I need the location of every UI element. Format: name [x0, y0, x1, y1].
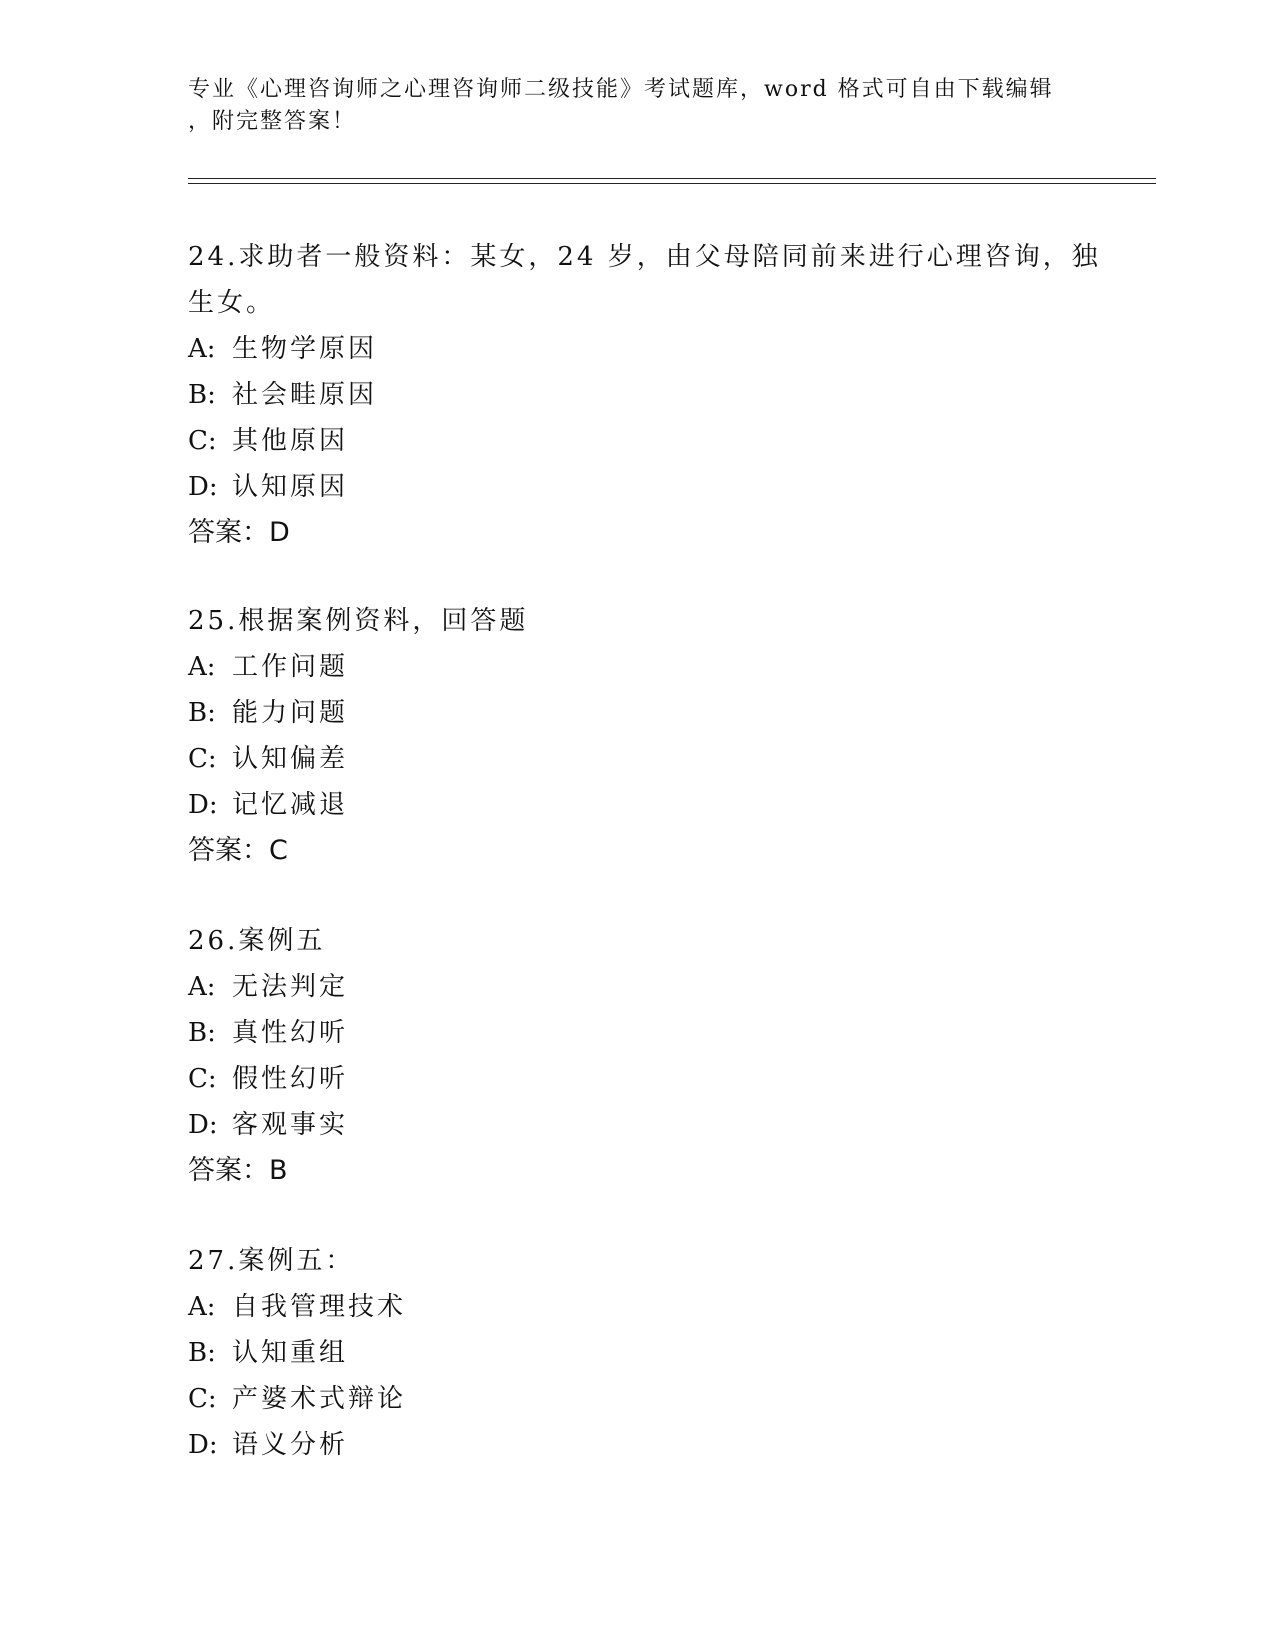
question-24 [188, 234, 1101, 556]
question-26 [188, 918, 1088, 1194]
question-stem-line: 生女。 [188, 288, 276, 318]
option-letter: D: [188, 472, 218, 502]
document-header [188, 74, 1088, 138]
header-line-2: ，附完整答案！ [188, 109, 357, 134]
option-text: 假性幻听 [232, 1064, 349, 1094]
option-b [188, 1010, 1088, 1056]
option-text: 真性幻听 [232, 1018, 349, 1048]
option-text: 能力问题 [232, 698, 349, 728]
option-text: 其他原因 [232, 426, 349, 456]
option-letter: B: [188, 380, 216, 410]
header-divider-top [188, 178, 1156, 179]
option-letter: B: [188, 1018, 216, 1048]
option-d [188, 782, 1088, 828]
option-text: 认知原因 [232, 472, 349, 502]
option-d [188, 1102, 1088, 1148]
option-text: 社会畦原因 [232, 380, 378, 410]
question-stem [188, 234, 1101, 326]
option-text: 客观事实 [232, 1110, 349, 1140]
option-d [188, 464, 1088, 510]
option-c [188, 1056, 1088, 1102]
option-c [188, 418, 1088, 464]
option-letter: B: [188, 1338, 216, 1368]
header-divider-bottom [188, 183, 1156, 184]
option-letter: B: [188, 698, 216, 728]
answer-line: 答案：B [188, 1155, 288, 1186]
option-letter: D: [188, 1430, 218, 1460]
option-a [188, 1284, 1088, 1330]
option-letter: A: [188, 334, 216, 364]
option-c [188, 1376, 1088, 1422]
question-stem [188, 598, 1088, 644]
question-stem-line: 25.根据案例资料，回答题 [188, 606, 529, 636]
question-stem [188, 918, 1088, 964]
option-text: 认知重组 [232, 1338, 349, 1368]
option-letter: A: [188, 652, 216, 682]
option-text: 产婆术式辩论 [232, 1384, 407, 1414]
option-a [188, 964, 1088, 1010]
answer-line: 答案：D [188, 517, 290, 548]
option-letter: C: [188, 426, 217, 456]
answer-line: 答案：C [188, 835, 288, 866]
question-stem-line: 27.案例五： [188, 1246, 355, 1276]
option-b [188, 690, 1088, 736]
option-text: 自我管理技术 [232, 1292, 407, 1322]
option-text: 记忆减退 [232, 790, 349, 820]
option-letter: C: [188, 744, 217, 774]
option-letter: D: [188, 790, 218, 820]
header-line-1: 专业《心理咨询师之心理咨询师二级技能》考试题库，word 格式可自由下载编辑 [188, 77, 1054, 102]
option-letter: C: [188, 1064, 217, 1094]
option-b [188, 372, 1088, 418]
question-27 [188, 1238, 1088, 1468]
question-stem-line: 26.案例五 [188, 926, 326, 956]
option-text: 生物学原因 [232, 334, 378, 364]
option-a [188, 326, 1088, 372]
option-letter: C: [188, 1384, 217, 1414]
option-text: 工作问题 [232, 652, 349, 682]
option-letter: A: [188, 972, 216, 1002]
option-letter: A: [188, 1292, 216, 1322]
option-a [188, 644, 1088, 690]
option-text: 认知偏差 [232, 744, 349, 774]
question-stem-line: 24.求助者一般资料：某女，24 岁，由父母陪同前来进行心理咨询，独 [188, 242, 1101, 272]
question-stem [188, 1238, 1088, 1284]
option-b [188, 1330, 1088, 1376]
option-c [188, 736, 1088, 782]
option-text: 无法判定 [232, 972, 349, 1002]
option-text: 语义分析 [232, 1430, 349, 1460]
option-letter: D: [188, 1110, 218, 1140]
option-d [188, 1422, 1088, 1468]
question-25 [188, 598, 1088, 874]
